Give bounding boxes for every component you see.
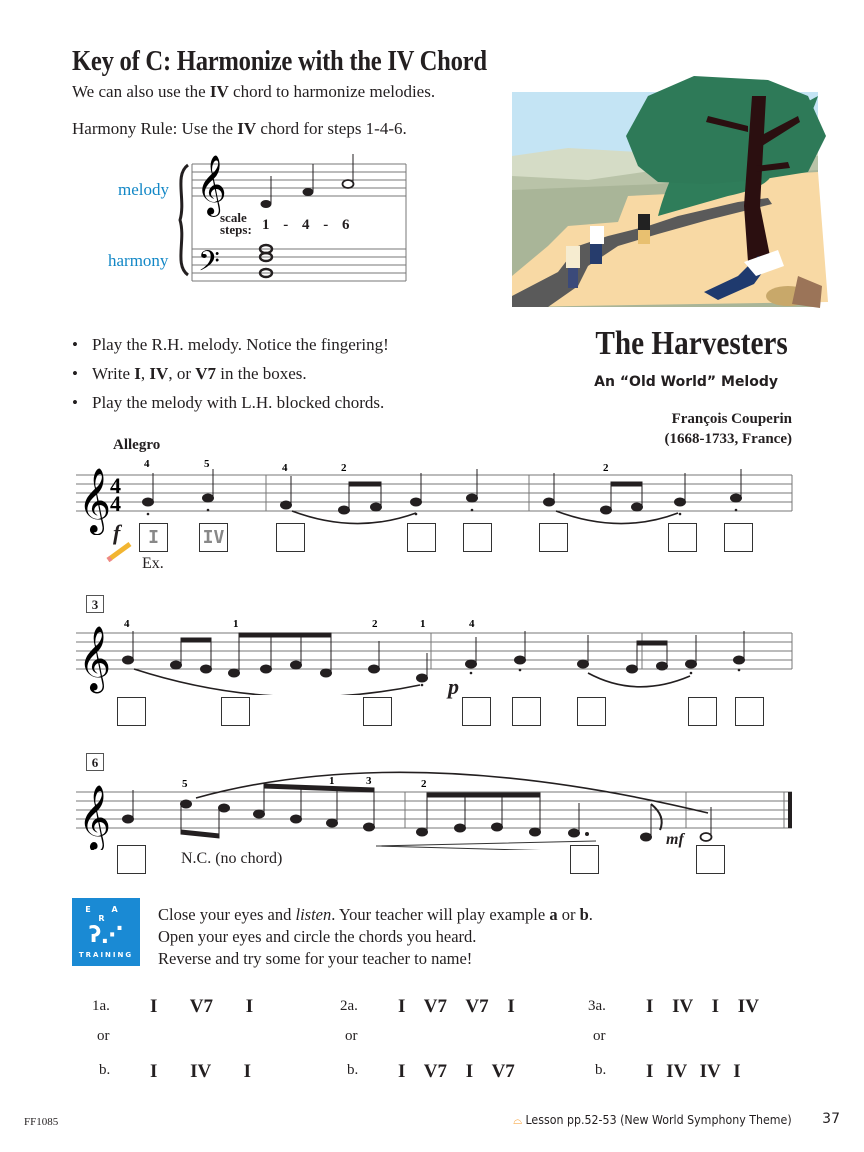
crescendo-hairpin — [376, 841, 596, 850]
treble-clef-icon: 𝄞 — [78, 626, 112, 691]
tempo-marking: Allegro — [113, 437, 161, 453]
treble-clef-icon: 𝄞 — [78, 468, 112, 533]
example-3b-label: b. — [595, 1062, 607, 1078]
chord-box[interactable] — [688, 697, 717, 726]
step-sep: - — [323, 217, 329, 233]
pencil-icon — [104, 540, 134, 564]
piece-title: The Harvesters — [595, 325, 788, 362]
svg-text:2: 2 — [372, 618, 378, 630]
instruction-item — [72, 364, 389, 393]
chord-box[interactable] — [735, 697, 764, 726]
chord-v7: V7 — [195, 364, 217, 383]
svg-text:1: 1 — [233, 618, 239, 630]
staff-system-2 — [76, 615, 798, 695]
chord-box[interactable] — [463, 523, 492, 552]
harvesters-illustration — [508, 76, 828, 312]
harmony-rule — [72, 119, 407, 139]
instruction-text: Play the melody with L.H. blocked chords. — [92, 393, 385, 412]
ear-icon: ʔ⋰ — [88, 923, 124, 948]
svg-text:1: 1 — [420, 618, 426, 630]
step-6: 6 — [342, 217, 350, 233]
example-1b-label: b. — [99, 1062, 111, 1078]
no-chord-label: N.C. (no chord) — [181, 850, 283, 867]
chord-box-example-1: I — [139, 523, 168, 552]
instruction-item — [72, 335, 389, 364]
example-3a-chords[interactable]: I IV I IV — [646, 996, 759, 1017]
rule-post: chord for steps 1-4-6. — [256, 119, 407, 138]
intro-text — [72, 82, 435, 102]
listen-word: listen — [295, 905, 332, 924]
svg-text:4: 4 — [144, 458, 150, 470]
page-title: Key of C: Harmonize with the IV Chord — [72, 46, 487, 77]
scale-label-1: scale — [220, 210, 247, 225]
chord-box[interactable] — [462, 697, 491, 726]
badge-top: E A R — [85, 905, 127, 923]
step-sep: - — [283, 217, 289, 233]
sep: , or — [168, 364, 196, 383]
instruction-item — [72, 393, 389, 422]
svg-text:5: 5 — [204, 458, 210, 470]
svg-text:4: 4 — [124, 618, 130, 630]
intro-bold: IV — [209, 82, 229, 101]
instruction-text: Write — [92, 364, 135, 383]
option-a: a — [549, 905, 558, 924]
or-label: or — [593, 1028, 606, 1044]
dynamic-mezzo-forte: mf — [666, 831, 684, 848]
example-2b-label: b. — [347, 1062, 359, 1078]
dynamic-piano: p — [448, 674, 459, 699]
chord-box[interactable] — [117, 845, 146, 874]
example-1a-label: 1a. — [92, 998, 110, 1014]
ear-line-2: Open your eyes and circle the chords you heard. — [158, 927, 477, 946]
instructions-list — [72, 335, 389, 422]
intro-post: chord to harmonize melodies. — [228, 82, 436, 101]
book-icon: ⌓ — [513, 1113, 523, 1127]
melody-label: melody — [118, 180, 169, 199]
or-label: or — [97, 1028, 110, 1044]
chord-box[interactable] — [577, 697, 606, 726]
t: . — [588, 905, 593, 924]
chord-box[interactable] — [221, 697, 250, 726]
brace-icon — [180, 165, 188, 275]
svg-text:2: 2 — [603, 462, 609, 474]
ear-line-1 — [158, 904, 593, 926]
ear-line-3: Reverse and try some for your teacher to name! — [158, 949, 473, 968]
chord-iv: IV — [149, 364, 169, 383]
chord-box[interactable] — [407, 523, 436, 552]
chord-box[interactable] — [539, 523, 568, 552]
svg-text:5: 5 — [182, 778, 188, 790]
bass-clef-icon: 𝄢 — [198, 245, 220, 285]
svg-text:2: 2 — [421, 778, 427, 790]
svg-text:3: 3 — [366, 775, 372, 787]
chord-box[interactable] — [724, 523, 753, 552]
t: . Your teacher will play example — [331, 905, 550, 924]
book-code: FF1085 — [24, 1116, 59, 1128]
or-label: or — [345, 1028, 358, 1044]
page-number: 37 — [822, 1111, 840, 1127]
rule-bold: IV — [237, 119, 257, 138]
t: or — [557, 905, 580, 924]
instruction-text: Play the R.H. melody. Notice the fingering! — [92, 335, 389, 354]
composer-dates: (1668-1733, France) — [664, 431, 792, 447]
chord-i: I — [134, 364, 141, 383]
chord-box[interactable] — [363, 697, 392, 726]
chord-box[interactable] — [570, 845, 599, 874]
dynamic-forte: f — [113, 520, 121, 545]
rule-pre: Harmony Rule: Use the — [72, 119, 238, 138]
composer-name: François Couperin — [671, 411, 792, 427]
chord-box[interactable] — [512, 697, 541, 726]
svg-text:4: 4 — [469, 618, 475, 630]
example-label: Ex. — [142, 555, 164, 572]
treble-clef-icon: 𝄞 — [196, 155, 227, 215]
badge-bottom: TRAINING — [78, 951, 134, 959]
intro-pre: We can also use the — [72, 82, 210, 101]
instruction-text: in the boxes. — [216, 364, 307, 383]
harmony-label: harmony — [108, 251, 169, 270]
step-1: 1 — [262, 217, 270, 233]
example-grand-staff — [170, 140, 410, 290]
scale-step-numbers — [262, 217, 350, 234]
svg-text:4: 4 — [282, 462, 288, 474]
ear-training-badge — [72, 898, 140, 966]
chord-box-example-2: IV — [199, 523, 228, 552]
sep: , — [140, 364, 150, 383]
ear-training-instructions — [158, 904, 593, 970]
svg-text:1: 1 — [329, 775, 335, 787]
piece-subtitle: An “Old World” Melody — [594, 374, 778, 390]
staff-system-3 — [76, 760, 798, 850]
chord-box[interactable] — [117, 697, 146, 726]
svg-text:4: 4 — [110, 491, 121, 516]
measure-number: 6 — [86, 753, 104, 771]
svg-text:2: 2 — [341, 462, 347, 474]
t: Close your eyes and — [158, 905, 296, 924]
step-4: 4 — [302, 217, 310, 233]
example-1b-chords[interactable]: I IV I — [150, 1061, 252, 1082]
example-2a-chords[interactable]: I V7 V7 I — [398, 996, 515, 1017]
composer — [665, 409, 792, 449]
chord-box[interactable] — [668, 523, 697, 552]
option-b: b — [579, 905, 589, 924]
example-2b-chords[interactable]: I V7 I V7 — [398, 1061, 515, 1082]
scale-steps-label — [220, 212, 252, 236]
treble-clef-icon: 𝄞 — [78, 785, 112, 850]
lesson-ref-text: Lesson pp.52-53 (New World Symphony Theme) — [525, 1113, 792, 1127]
example-1a-chords[interactable]: I V7 I — [150, 996, 254, 1017]
example-2a-label: 2a. — [340, 998, 358, 1014]
lesson-reference — [514, 1113, 792, 1128]
chord-box[interactable] — [276, 523, 305, 552]
svg-text:4: 4 — [110, 473, 121, 498]
example-3b-chords[interactable]: I IV IV I — [646, 1061, 741, 1082]
example-3a-label: 3a. — [588, 998, 606, 1014]
chord-box[interactable] — [696, 845, 725, 874]
measure-number: 3 — [86, 595, 104, 613]
scale-label-2: steps: — [220, 222, 252, 237]
